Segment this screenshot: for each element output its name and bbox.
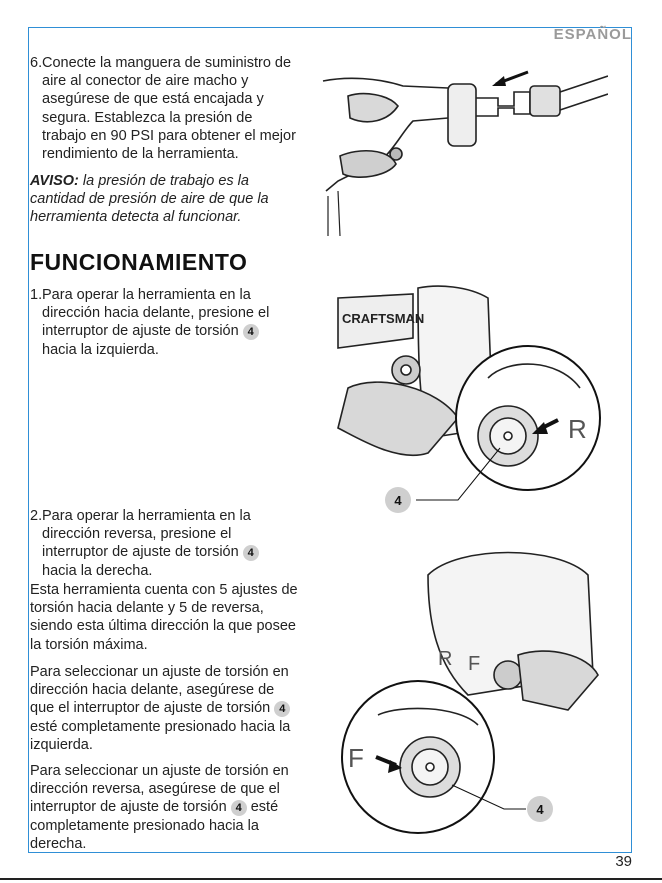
paragraph-forward: Para seleccionar un ajuste de torsión en dirección hacia delante, asegúrese de que el interruptor de ajuste de torsión 4 esté completamente presionado hacia la izquierda. <box>30 664 291 753</box>
step-number: 1. <box>30 287 43 303</box>
step-6 <box>30 54 300 163</box>
reverse-label-small: R <box>438 648 453 670</box>
page-number: 39 <box>615 853 632 870</box>
figure-reverse-switch <box>318 535 612 835</box>
section-title: FUNCIONAMIENTO <box>30 249 248 275</box>
brand-text: CRAFTSMAN <box>342 311 425 326</box>
callout-badge: 4 <box>274 701 290 717</box>
step-text: Para operar la herramienta en la dirección hacia delante, presione el interruptor de ajuste de torsión 4 hacia la izquierda. <box>42 287 270 358</box>
reverse-label: R <box>568 414 587 444</box>
callout-number: 4 <box>394 493 402 508</box>
operation-step-2 <box>30 507 300 580</box>
step-text: Para operar la herramienta en la dirección reversa, presione el interruptor de ajuste de torsión 4 hacia la derecha. <box>30 507 300 580</box>
language-label: ESPAÑOL <box>553 26 632 43</box>
step-number: 6. <box>30 55 43 71</box>
forward-label-small: F <box>468 653 481 675</box>
figure-air-hose-connection <box>318 56 608 246</box>
paragraph-torque-settings: Esta herramienta cuenta con 5 ajustes de torsión hacia delante y 5 de reversa, siendo esta última dirección la que posee la torsión máxima. <box>30 582 298 653</box>
callout-badge: 4 <box>243 545 259 561</box>
forward-label: F <box>348 743 364 773</box>
callout-badge: 4 <box>231 800 247 816</box>
step-text: Conecte la manguera de suministro de aire al conector de aire macho y asegúrese de que está encajada y segura. Establezca la presión de trabajo en 90 PSI para obtener el mejor rendimiento de la herramienta. <box>42 55 296 163</box>
operation-step-1 <box>30 286 300 359</box>
paragraph-reverse: Para seleccionar un ajuste de torsión en dirección reversa, asegúrese de que el interruptor de ajuste de torsión 4 esté completamente presionado hacia la derecha. <box>30 763 289 852</box>
callout-badge: 4 <box>243 324 259 340</box>
notice-text: la presión de trabajo es la cantidad de presión de aire de que la herramienta detecta al funcionar. <box>30 173 269 226</box>
bottom-rule <box>0 878 662 880</box>
notice <box>30 172 290 227</box>
step-number: 2. <box>30 508 43 524</box>
notice-label: AVISO: <box>30 173 79 189</box>
figure-forward-switch <box>318 278 612 518</box>
callout-number: 4 <box>536 802 544 817</box>
